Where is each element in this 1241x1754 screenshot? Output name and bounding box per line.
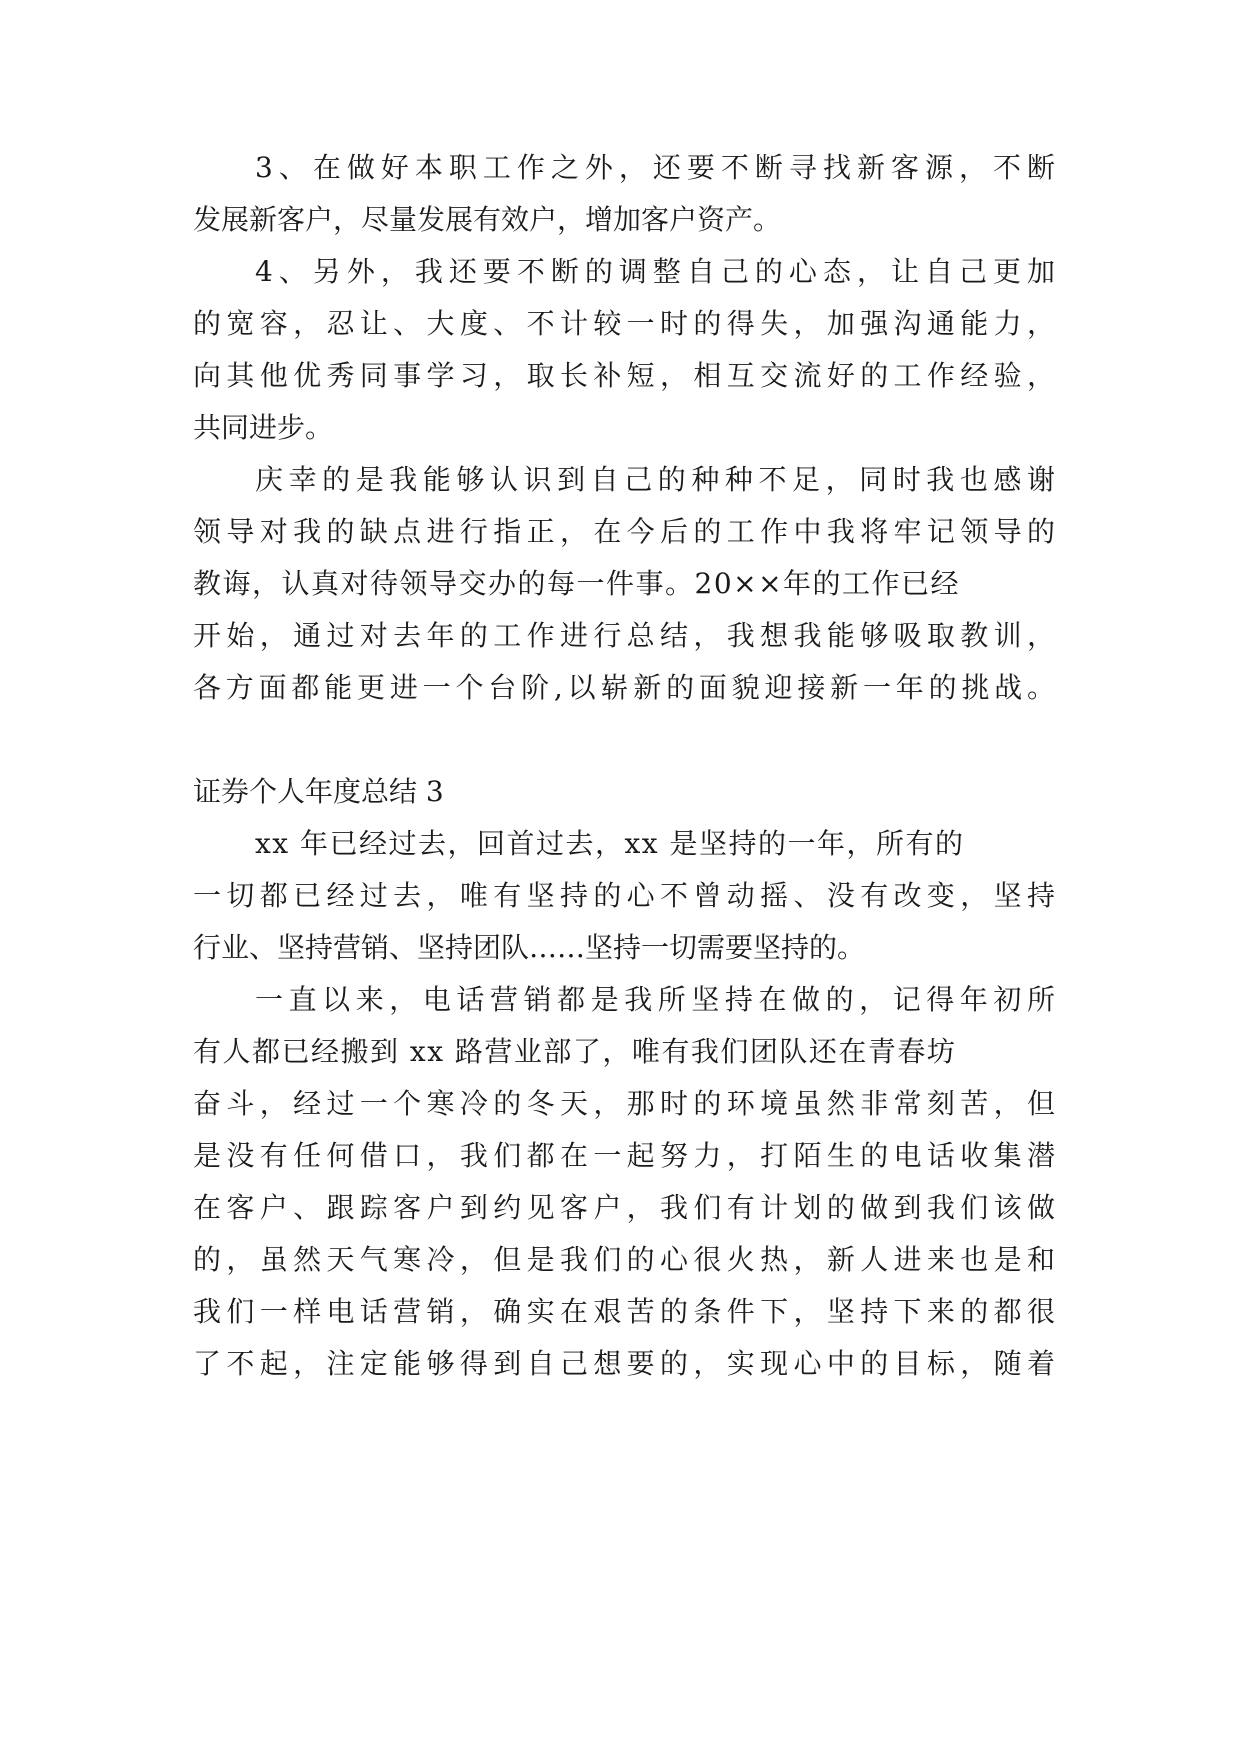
paragraph-line: 开始，通过对去年的工作进行总结，我想我能够吸取教训， [193,619,1055,652]
paragraph-line: 一直以来，电话营销都是我所坚持在做的，记得年初所 [255,983,1055,1016]
paragraph-line: 庆幸的是我能够认识到自己的种种不足，同时我也感谢 [255,463,1055,496]
paragraph-line: 领导对我的缺点进行指正，在今后的工作中我将牢记领导的 [193,515,1055,548]
paragraph [193,974,1055,1390]
paragraph-line: 是没有任何借口，我们都在一起努力，打陌生的电话收集潜 [193,1139,1055,1172]
paragraph-line: 共同进步。 [193,411,334,444]
paragraph-line: 了不起，注定能够得到自己想要的，实现心中的目标，随着 [193,1347,1055,1380]
paragraph-line: 各方面都能更进一个台阶,以崭新的面貌迎接新一年的挑战。 [193,671,1055,704]
paragraph-line: 的宽容，忍让、大度、不计较一时的得失，加强沟通能力， [193,307,1055,340]
paragraph [193,142,1055,246]
document-body [193,142,1055,1390]
paragraph-line: 教诲，认真对待领导交办的每一件事。20××年的工作已经 [193,567,961,600]
paragraph-line: 我们一样电话营销，确实在艰苦的条件下，坚持下来的都很 [193,1295,1055,1328]
paragraph-line: 的，虽然天气寒冷，但是我们的心很火热，新人进来也是和 [193,1243,1055,1276]
paragraph-line: 奋斗，经过一个寒冷的冬天，那时的环境虽然非常刻苦，但 [193,1087,1055,1120]
paragraph-line: 在客户、跟踪客户到约见客户，我们有计划的做到我们该做 [193,1191,1055,1224]
section-title: 证券个人年度总结 3 [193,775,444,808]
paragraph [193,246,1055,454]
paragraph [193,818,1055,974]
paragraph-line: 4、另外，我还要不断的调整自己的心态，让自己更加 [255,255,1055,288]
paragraph-line: 有人都已经搬到 xx 路营业部了，唯有我们团队还在青春坊 [193,1035,957,1068]
paragraph-line: 发展新客户，尽量发展有效户，增加客户资产。 [193,203,782,236]
paragraph-line: 一切都已经过去，唯有坚持的心不曾动摇、没有改变，坚持 [193,879,1055,912]
paragraph-line: 3、在做好本职工作之外，还要不断寻找新客源，不断 [255,151,1055,184]
paragraph [193,454,1055,714]
paragraph-line: xx 年已经过去，回首过去，xx 是坚持的一年，所有的 [255,827,965,860]
blank-line [193,714,1055,766]
paragraph-line: 行业、坚持营销、坚持团队……坚持一切需要坚持的。 [193,931,866,964]
paragraph-line: 向其他优秀同事学习，取长补短，相互交流好的工作经验， [193,359,1055,392]
